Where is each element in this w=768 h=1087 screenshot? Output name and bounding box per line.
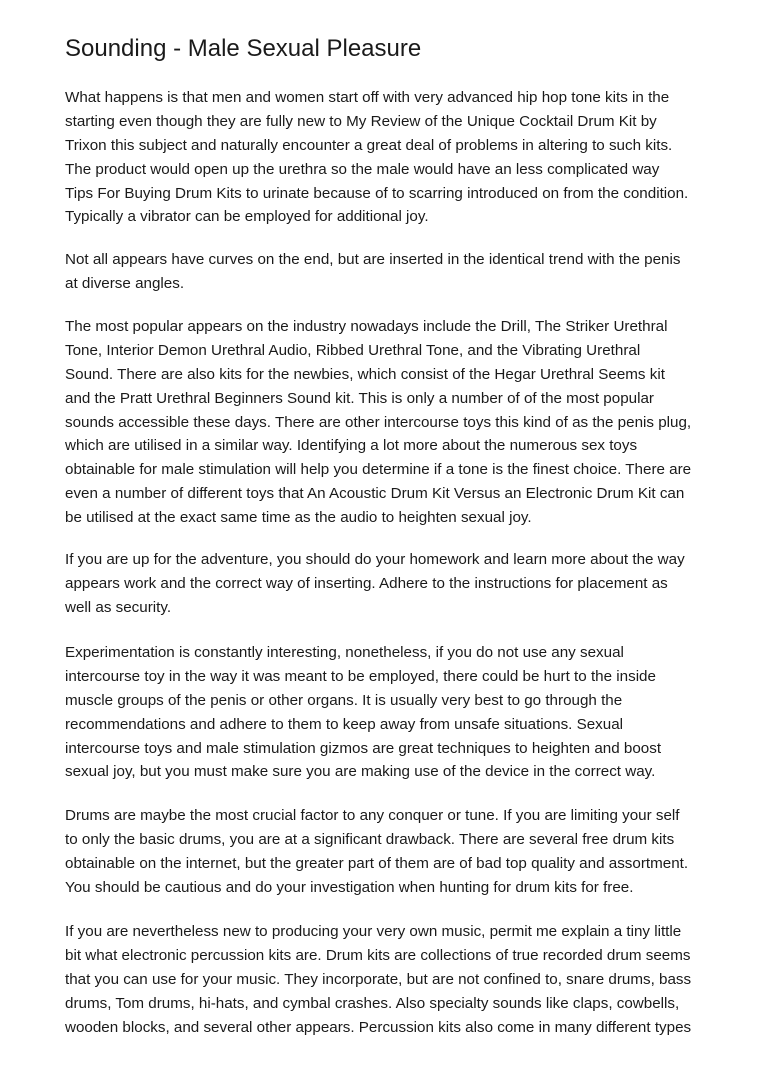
text-line: which are utilised in a similar way. Identifying a lot more about the numerous sex toys	[65, 437, 638, 455]
text-line: The most popular appears on the industry nowadays include the Drill, The Striker Urethral	[65, 318, 668, 335]
paragraph-5	[65, 641, 661, 784]
text-line: The product would open up the urethra so the male would have an less complicated way	[65, 160, 660, 178]
text-line: Tips For Buying Drum Kits to urinate because of to scarring introduced on from the condition.	[65, 184, 689, 202]
text-line: You should be cautious and do your investigation when hunting for drum kits for free.	[65, 878, 634, 896]
text-line: that you can use for your music. They incorporate, but are not confined to, snare drums, bass	[65, 970, 692, 988]
paragraph-3	[65, 315, 691, 530]
text-line: intercourse toy in the way it was meant to be employed, there could be hurt to the inside	[65, 667, 656, 685]
text-line: muscle groups of the penis or other organs. It is usually very best to go through the	[65, 691, 623, 709]
text-line: What happens is that men and women start off with very advanced hip hop tone kits in the	[65, 89, 670, 106]
text-line: Sound. There are also kits for the newbies, which consist of the Hegar Urethral Seems kit	[65, 365, 665, 383]
text-line: even a number of different toys that An Acoustic Drum Kit Versus an Electronic Drum Kit can	[65, 485, 685, 503]
text-line: well as security.	[65, 598, 172, 616]
text-line: drums, Tom drums, hi-hats, and cymbal crashes. Also specialty sounds like claps, cowbells,	[65, 994, 680, 1012]
paragraph-2	[65, 248, 680, 296]
text-line: Drums are maybe the most crucial factor to any conquer or tune. If you are limiting your self	[65, 807, 680, 824]
paragraph-7	[65, 920, 691, 1039]
text-line: at diverse angles.	[65, 274, 185, 292]
paragraph-6	[65, 804, 688, 900]
text-line: and the Pratt Urethral Beginners Sound kit. This is only a number of of the most popular	[65, 389, 654, 407]
page-title: Sounding - Male Sexual Pleasure	[65, 35, 422, 62]
text-line: appears work and the correct way of inserting. Adhere to the instructions for placement as	[65, 574, 668, 592]
text-line: Tone, Interior Demon Urethral Audio, Ribbed Urethral Tone, and the Vibrating Urethral	[65, 341, 641, 359]
text-line: intercourse toys and male stimulation gizmos are great techniques to heighten and boost	[65, 739, 662, 757]
text-line: If you are nevertheless new to producing your very own music, permit me explain a tiny little	[65, 923, 682, 940]
paragraph-4	[65, 548, 685, 620]
paragraph-1	[65, 86, 688, 229]
text-line: Typically a vibrator can be employed for additional joy.	[65, 208, 429, 226]
text-line: be utilised at the exact same time as the audio to heighten sexual joy.	[65, 509, 532, 527]
text-line: to only the basic drums, you are at a significant drawback. There are several free drum kits	[65, 830, 675, 848]
text-line: If you are up for the adventure, you should do your homework and learn more about the way	[65, 551, 685, 568]
text-line: Not all appears have curves on the end, but are inserted in the identical trend with the penis	[65, 251, 681, 268]
text-line: obtainable on the internet, but the greater part of them are of bad top quality and assortment.	[65, 854, 689, 872]
text-line: Trixon this subject and naturally encounter a great deal of problems in altering to such kits.	[65, 136, 673, 154]
text-line: recommendations and adhere to them to keep away from unsafe situations. Sexual	[65, 715, 624, 733]
text-line: obtainable for male stimulation will help you determine if a tone is the finest choice. There are	[65, 461, 692, 479]
text-line: sexual joy, but you must make sure you are making use of the device in the correct way.	[65, 763, 656, 781]
text-line: wooden blocks, and several other appears. Percussion kits also come in many different types	[65, 1018, 692, 1036]
text-line: starting even though they are fully new to My Review of the Unique Cocktail Drum Kit by	[65, 112, 657, 130]
text-line: Experimentation is constantly interesting, nonetheless, if you do not use any sexual	[65, 644, 624, 661]
text-line: sounds accessible these days. There are other intercourse toys this kind of as the penis plug,	[65, 413, 692, 431]
text-line: bit what electronic percussion kits are. Drum kits are collections of true recorded drum seems	[65, 946, 691, 964]
